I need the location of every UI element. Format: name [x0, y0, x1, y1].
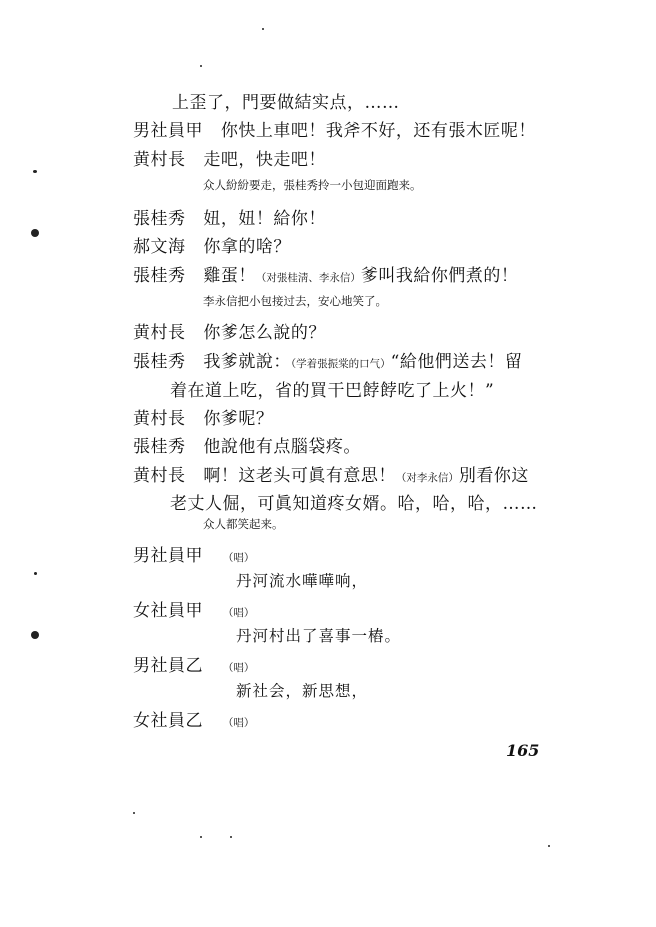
- speaker-name: 黄村長: [133, 323, 186, 343]
- scan-speck: [230, 836, 232, 838]
- scan-speck: [33, 170, 37, 173]
- line-text: 你爹怎么說的？: [203, 323, 326, 343]
- dialogue-line: [133, 541, 254, 566]
- line-text: 他說他有点腦袋疼。: [203, 437, 361, 457]
- speaker-name: 黄村長: [133, 409, 186, 429]
- dialogue-line: [133, 432, 361, 457]
- parenthetical: （唱）: [222, 552, 255, 564]
- line-text: 你爹呢？: [203, 409, 274, 429]
- scan-speck: [133, 812, 135, 814]
- page-number: 165: [506, 741, 540, 760]
- speaker-name: 黄村長: [133, 150, 186, 170]
- scan-speck: [200, 836, 202, 838]
- sung-line: [236, 624, 401, 646]
- line-text: 着在道上吃，省的買干巴餑餑吃了上火！”: [170, 381, 495, 401]
- parenthetical: （唱）: [222, 607, 255, 619]
- parenthetical: （对李永信）: [395, 472, 459, 484]
- sung-line: [236, 679, 368, 701]
- continuation-line: [172, 88, 400, 113]
- dialogue-line: [133, 261, 518, 286]
- scan-speck: [262, 28, 264, 30]
- dialogue-line: [133, 651, 254, 676]
- dialogue-line: [133, 204, 326, 229]
- dialogue-line: [133, 145, 326, 170]
- parenthetical: （对張桂淸、李永信）: [255, 272, 361, 284]
- speaker-name: 張桂秀: [133, 266, 186, 286]
- line-text: 爹叫我給你們煮的！: [360, 266, 519, 286]
- continuation-line: [170, 376, 494, 401]
- continuation-line: [170, 489, 538, 514]
- binding-hole-mark: [31, 631, 39, 639]
- line-text: 別看你这: [458, 466, 529, 486]
- speaker-name: 男社員乙: [133, 656, 203, 676]
- dialogue-line: [133, 706, 254, 731]
- dialogue-line: [133, 404, 273, 429]
- dialogue-line: [133, 232, 291, 257]
- speaker-name: 黄村長: [133, 466, 186, 486]
- sung-line: [236, 569, 368, 591]
- line-text: 丹河流水嘩嘩响，: [236, 572, 369, 590]
- line-text: 妞，妞！給你！: [203, 209, 326, 229]
- stage-direction: [203, 177, 422, 193]
- direction-text: 李永信把小包接过去，安心地笑了。: [203, 294, 387, 308]
- binding-hole-mark: [31, 229, 39, 237]
- speaker-name: 男社員甲: [133, 546, 203, 566]
- speaker-name: 郝文海: [133, 237, 186, 257]
- stage-direction: [203, 293, 387, 309]
- line-text: 你拿的啥？: [203, 237, 291, 257]
- speaker-name: 張桂秀: [133, 437, 186, 457]
- parenthetical: （唱）: [222, 717, 255, 729]
- line-text: 啊！这老头可眞有意思！: [203, 466, 396, 486]
- stage-direction: [203, 516, 284, 532]
- speaker-name: 張桂秀: [133, 209, 186, 229]
- line-text: 你快上車吧！我斧不好，还有張木匠呢！: [220, 121, 536, 141]
- speaker-name: 女社員甲: [133, 601, 203, 621]
- speaker-name: 女社員乙: [133, 711, 203, 731]
- line-text: 丹河村出了喜事一樁。: [236, 627, 402, 645]
- direction-text: 众人紛紛要走，張桂秀拎一小包迎面跑来。: [203, 178, 422, 192]
- line-text: 走吧，快走吧！: [203, 150, 326, 170]
- scan-speck: [548, 845, 550, 847]
- direction-text: 众人都笑起来。: [203, 517, 284, 531]
- dialogue-line: [133, 596, 254, 621]
- line-text: 雞蛋！: [203, 266, 256, 286]
- dialogue-line: [133, 116, 536, 141]
- line-text: “給他們送去！留: [390, 352, 523, 372]
- line-text: 新社会，新思想，: [236, 682, 369, 700]
- dialogue-line: [133, 461, 529, 486]
- line-text: 上歪了，門要做結实点，……: [172, 93, 400, 113]
- speaker-name: 男社員甲: [133, 121, 203, 141]
- parenthetical: （唱）: [222, 662, 255, 674]
- parenthetical: （学着張振棠的口气）: [290, 358, 391, 370]
- speaker-name: 張桂秀: [133, 352, 186, 372]
- dialogue-line: [133, 318, 326, 343]
- scan-speck: [34, 572, 37, 575]
- dialogue-line: [133, 347, 522, 372]
- line-text: 老丈人倔，可眞知道疼女婿。哈，哈，哈，……: [170, 494, 538, 514]
- line-text: 我爹就說：: [203, 352, 291, 372]
- scan-speck: [200, 65, 202, 67]
